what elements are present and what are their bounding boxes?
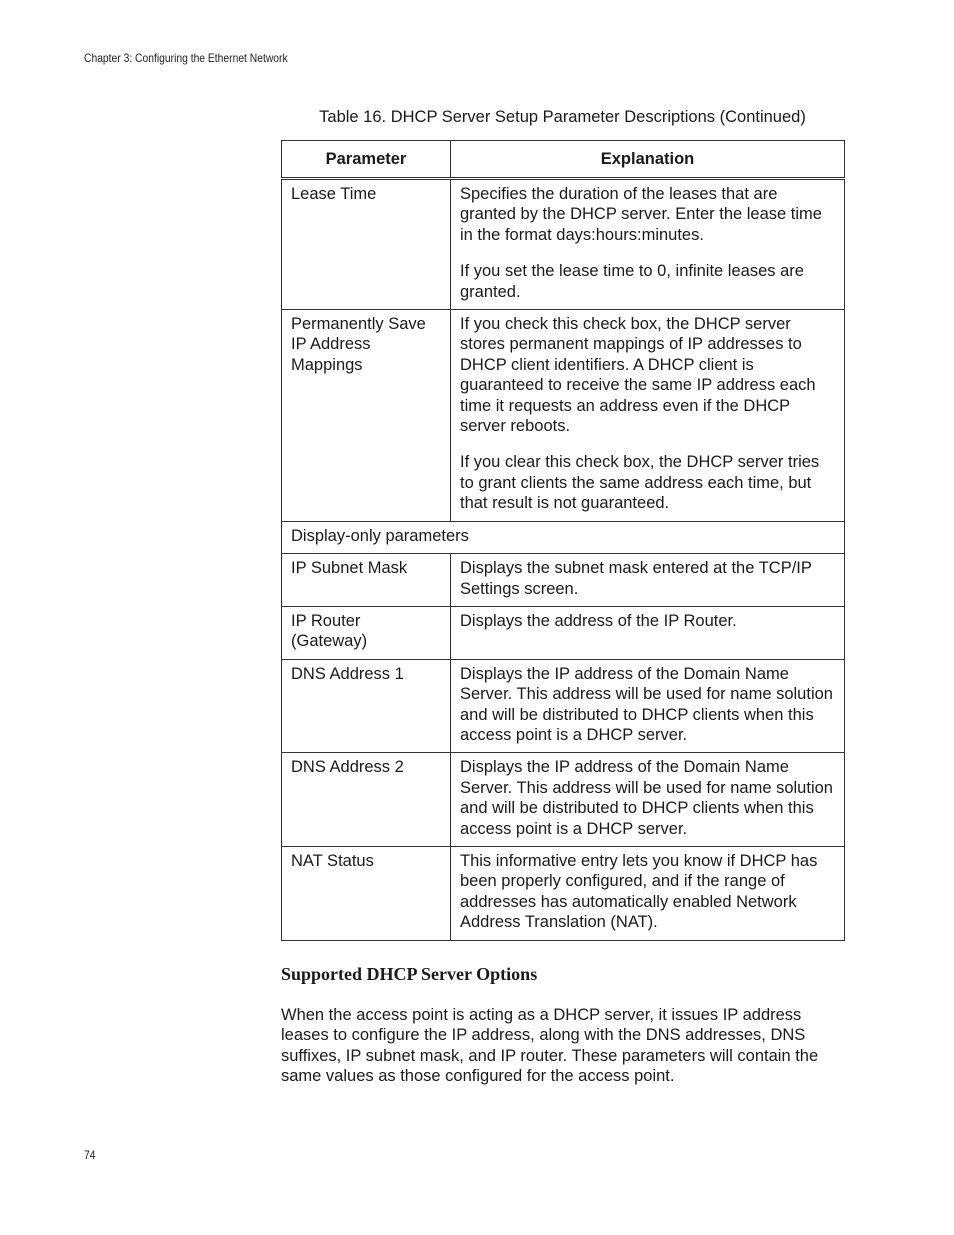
table-row <box>282 753 845 847</box>
body-paragraph: When the access point is acting as a DHCP server, it issues IP address leases to configure the IP address, along with the DNS addresses, DNS suffixes, IP subnet mask, and IP router. These parameters will contain the same values as those configured for the access point. <box>281 1006 819 1085</box>
explanation-text: If you clear this check box, the DHCP server tries to grant clients the same address each time, but that result is not guaranteed. <box>460 453 820 513</box>
explanation-cell <box>451 606 845 659</box>
explanation-text: This informative entry lets you know if DHCP has been properly configured, and if the range of addresses has automatically enabled Network Address Translation (NAT). <box>460 851 818 932</box>
parameter-cell: DNS Address 2 <box>282 753 451 847</box>
parameter-cell: DNS Address 1 <box>282 659 451 753</box>
explanation-text: Displays the subnet mask entered at the TCP/IP Settings screen. <box>460 559 812 598</box>
page-number: 74 <box>84 1148 96 1162</box>
explanation-cell <box>451 753 845 847</box>
explanation-cell <box>451 310 845 522</box>
explanation-cell <box>451 554 845 607</box>
parameter-cell: IP Subnet Mask <box>282 554 451 607</box>
section-label-cell: Display-only parameters <box>282 521 845 553</box>
column-header-parameter: Parameter <box>282 141 451 179</box>
table-row <box>282 554 845 607</box>
running-header: Chapter 3: Configuring the Ethernet Network <box>84 51 288 65</box>
table-row <box>282 310 845 522</box>
table-caption: Table 16. DHCP Server Setup Parameter Descriptions (Continued) <box>319 108 806 126</box>
table-row <box>282 846 845 940</box>
explanation-text: Specifies the duration of the leases that are granted by the DHCP server. Enter the lease time in the format days:hours:minutes. <box>460 185 822 244</box>
explanation-text: Displays the address of the IP Router. <box>460 611 737 630</box>
table-row <box>282 606 845 659</box>
parameter-cell: IP Router (Gateway) <box>282 606 451 659</box>
table-header-row <box>282 141 845 179</box>
explanation-text: If you set the lease time to 0, infinite leases are granted. <box>460 262 804 301</box>
explanation-cell <box>451 846 845 940</box>
parameter-table <box>281 140 845 941</box>
explanation-cell <box>451 659 845 753</box>
parameter-cell: Permanently Save IP Address Mappings <box>282 310 451 522</box>
parameter-cell: NAT Status <box>282 846 451 940</box>
table-row <box>282 179 845 310</box>
explanation-text: Displays the IP address of the Domain Name Server. This address will be used for name solution and will be distributed to DHCP clients when this access point is a DHCP server. <box>460 758 833 838</box>
column-header-explanation: Explanation <box>451 141 845 179</box>
explanation-cell <box>451 179 845 310</box>
parameter-cell: Lease Time <box>282 179 451 310</box>
section-heading: Supported DHCP Server Options <box>281 964 538 984</box>
explanation-text: Displays the IP address of the Domain Name Server. This address will be used for name solution and will be distributed to DHCP clients when this access point is a DHCP server. <box>460 664 833 744</box>
explanation-text: If you check this check box, the DHCP server stores permanent mappings of IP addresses to DHCP client identifiers. A DHCP client is guaranteed to receive the same IP address each time it requests an address even if the DHCP server reboots. <box>460 315 816 436</box>
table-section-row <box>282 521 845 553</box>
table-row <box>282 659 845 753</box>
